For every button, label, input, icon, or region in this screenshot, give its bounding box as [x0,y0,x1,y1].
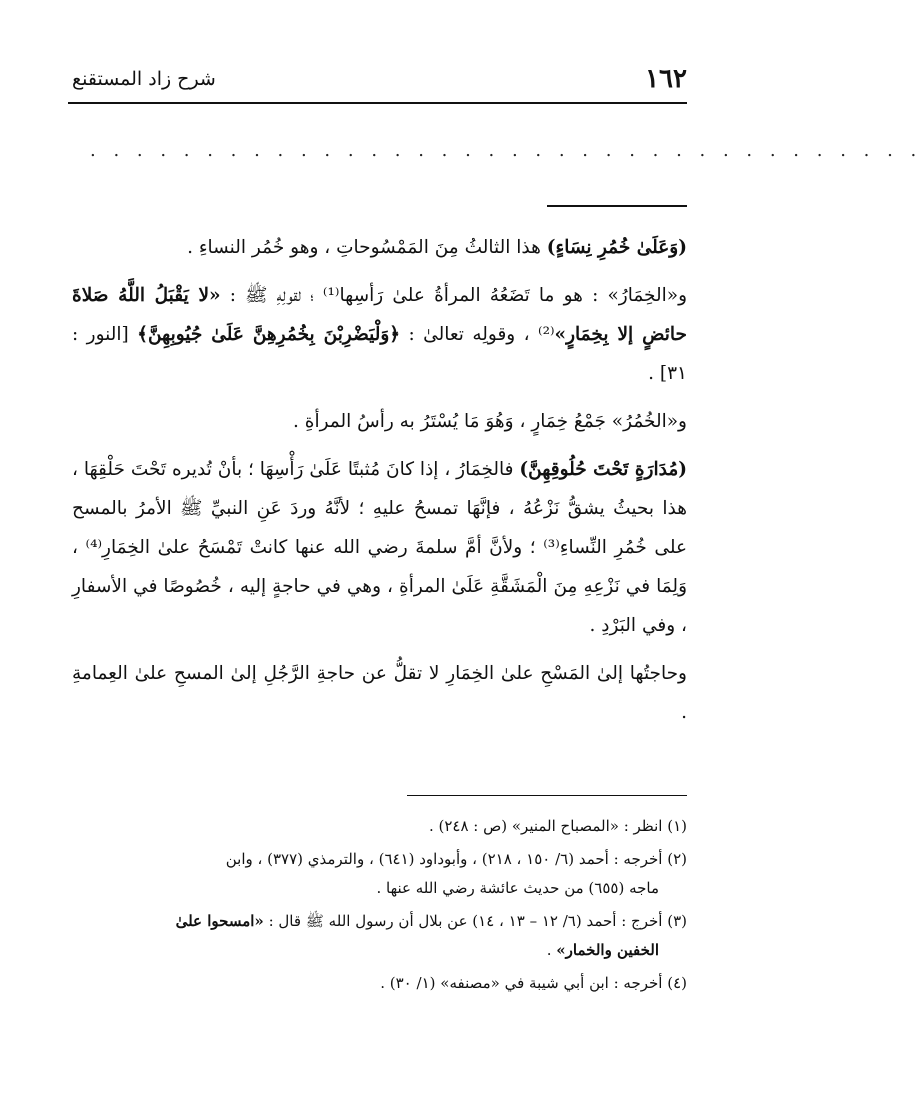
paragraph-5 [72,654,687,732]
footnote-end: . [546,941,557,959]
footnote-rule [407,795,687,796]
paragraph-text: وحاجتُها إلىٰ المَسْحِ علىٰ الخِمَارِ لا تقلُّ عن حاجةِ الرَّجُلِ إلىٰ المسحِ علىٰ العِمامةِ . [72,663,687,723]
footnote-quote: «امسحوا علىٰ [175,912,264,930]
footnote-3 [72,907,687,965]
page-number: ١٦٢ [645,64,687,94]
footnote-1: (١) انظر : «المصباح المنير» (ص : ٢٤٨) . [428,817,687,835]
section-rule [547,205,687,207]
quran-verse: ﴿وَلْيَضْرِبْنَ بِخُمُرِهِنَّ عَلَىٰ جُيُوبِهِنَّ﴾ [137,324,401,345]
footnote-continuation: ماجه (٦٥٥) من حديث عائشة رضي الله عنها . [376,879,659,897]
footnotes [72,812,687,1002]
footnote-2 [72,845,687,903]
main-text [72,228,687,741]
footnote-continuation [547,941,687,959]
paragraph-2 [72,276,687,393]
footnote-quote: الخفين والخمار» [556,941,659,959]
footnote-text: (٣) أخرج : أحمد (٦/ ١٢ – ١٣ ، ١٤) عن بلال أن رسول الله ﷺ قال : [263,912,687,930]
paragraph-3 [72,402,687,441]
hadith-quote: «لا يَقْبَلُ اللَّهُ صَلاةَ حائضٍ إلا بِخِمَارٍ» [72,285,687,345]
running-title: شرح زاد المستقنع [72,68,216,90]
verse-reference: [النور : ٣١] . [72,324,687,384]
paragraph-text: و«الخُمُرُ» جَمْعُ خِمَارٍ ، وَهُوَ مَا يُسْتَرُ به رأسُ المرأةِ . [292,411,687,432]
paragraph-text: هذا الثالثُ مِنَ المَمْسُوحاتِ ، وهو خُمُر النساءِ . [187,237,547,258]
page-header [68,62,687,104]
lemma-heading: (مُدَارَةٍ تَحْتَ حُلُوقِهِنَّ) [519,459,687,480]
paragraph-4 [72,450,687,645]
paragraph-text: فالخِمَارُ ، إذا كانَ مُثبتًا عَلَىٰ رَأْسِهَا ؛ بأنْ تُديره تَحْتَ حَلْقِهَا ، هذا بحيثُ يشقُّ نَزْعُهُ ، فإنَّهَا تمسحُ عليهِ ؛ لأنَّهُ وردَ عَنِ النبيِّ ﷺ الأمرُ بالمسح على خُمُرِ النِّساءِ⁽³⁾ ؛ ولأنَّ أمَّ سلمةَ رضي الله عنها كانتْ تَمْسَحُ علىٰ الخِمَارِ⁽⁴⁾ ، وَلِمَا في نَزْعِهِ مِنَ الْمَشَقَّةِ عَلَىٰ المرأةِ ، وهي في حاجةٍ إليه ، خُصُوصًا في الأسفارِ ، وفي البَرْدِ . [72,459,687,636]
paragraph-text: و«الخِمَارُ» : هو ما تَضَعُهُ المرأةُ علىٰ رَأسِها⁽¹⁾ ؛ لقولِهِ ﷺ : [220,285,688,306]
lemma-heading: (وَعَلَىٰ خُمُرِ نِسَاءٍ) [546,237,687,258]
dotted-separator: . . . . . . . . . . . . . . . . . . . . . . . . . . . . . . . . . . . . [90,140,922,161]
paragraph-text: ⁽²⁾ ، وقولِه تعالىٰ : [400,324,555,345]
paragraph-1 [72,228,687,267]
footnote-4: (٤) أخرجه : ابن أبي شيبة في «مصنفه» (١/ ٣٠) . [380,974,687,992]
footnote-text: (٢) أخرجه : أحمد (٦/ ١٥٠ ، ٢١٨) ، وأبوداود (٦٤١) ، والترمذي (٣٧٧) ، وابن [225,850,687,868]
